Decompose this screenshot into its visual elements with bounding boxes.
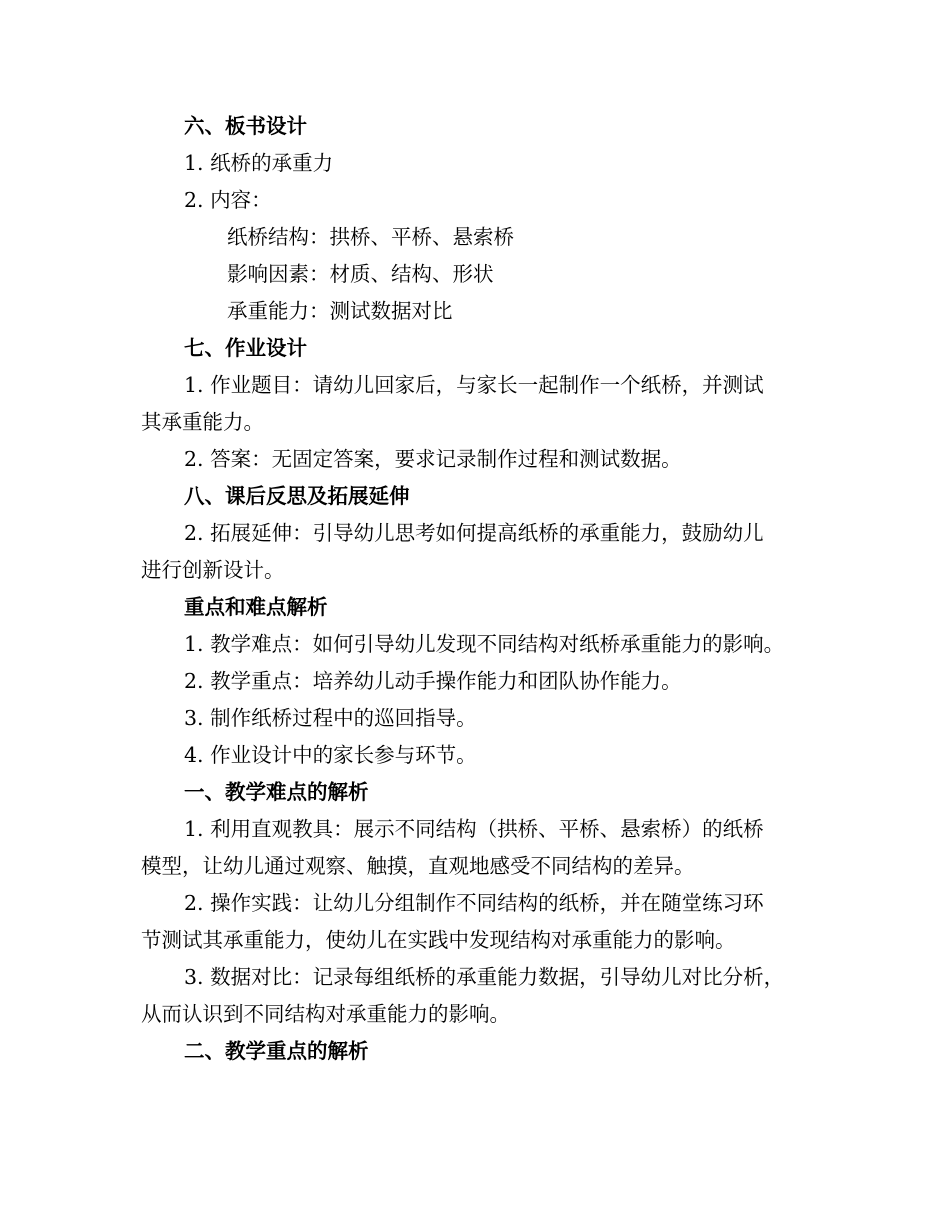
- paragraph-line: 从而认识到不同结构对承重能力的影响。: [141, 1002, 510, 1026]
- sub-item: 承重能力：测试数据对比: [227, 299, 453, 323]
- paragraph-line: 节测试其承重能力，使幼儿在实践中发现结构对承重能力的影响。: [141, 928, 736, 952]
- section-heading-homework: 七、作业设计: [184, 336, 307, 360]
- paragraph-line: 进行创新设计。: [141, 558, 285, 582]
- list-item: 2. 答案：无固定答案，要求记录制作过程和测试数据。: [184, 447, 682, 471]
- list-item: 1. 纸桥的承重力: [184, 151, 334, 175]
- sub-item: 影响因素：材质、结构、形状: [227, 262, 494, 286]
- paragraph-line: 其承重能力。: [141, 410, 264, 434]
- list-item: 3. 制作纸桥过程中的巡回指导。: [184, 706, 477, 730]
- list-item: 2. 内容：: [184, 188, 272, 212]
- section-heading-focus-analysis: 二、教学重点的解析: [184, 1039, 369, 1063]
- paragraph-line: 1. 利用直观教具：展示不同结构（拱桥、平桥、悬索桥）的纸桥: [184, 817, 764, 841]
- section-heading-key-points: 重点和难点解析: [184, 595, 328, 619]
- section-heading-board-design: 六、板书设计: [184, 114, 307, 138]
- list-item: 4. 作业设计中的家长参与环节。: [184, 743, 477, 767]
- list-item: 1. 教学难点：如何引导幼儿发现不同结构对纸桥承重能力的影响。: [184, 632, 785, 656]
- sub-item: 纸桥结构：拱桥、平桥、悬索桥: [227, 225, 514, 249]
- list-item: 2. 教学重点：培养幼儿动手操作能力和团队协作能力。: [184, 669, 682, 693]
- paragraph-line: 3. 数据对比：记录每组纸桥的承重能力数据，引导幼儿对比分析，: [184, 965, 785, 989]
- paragraph-line: 1. 作业题目：请幼儿回家后，与家长一起制作一个纸桥，并测试: [184, 373, 764, 397]
- paragraph-line: 2. 操作实践：让幼儿分组制作不同结构的纸桥，并在随堂练习环: [184, 891, 764, 915]
- section-heading-difficulty-analysis: 一、教学难点的解析: [184, 780, 369, 804]
- section-heading-reflection: 八、课后反思及拓展延伸: [184, 484, 410, 508]
- document-body: [141, 108, 821, 1070]
- paragraph-line: 模型，让幼儿通过观察、触摸，直观地感受不同结构的差异。: [141, 854, 695, 878]
- paragraph-line: 2. 拓展延伸：引导幼儿思考如何提高纸桥的承重能力，鼓励幼儿: [184, 521, 764, 545]
